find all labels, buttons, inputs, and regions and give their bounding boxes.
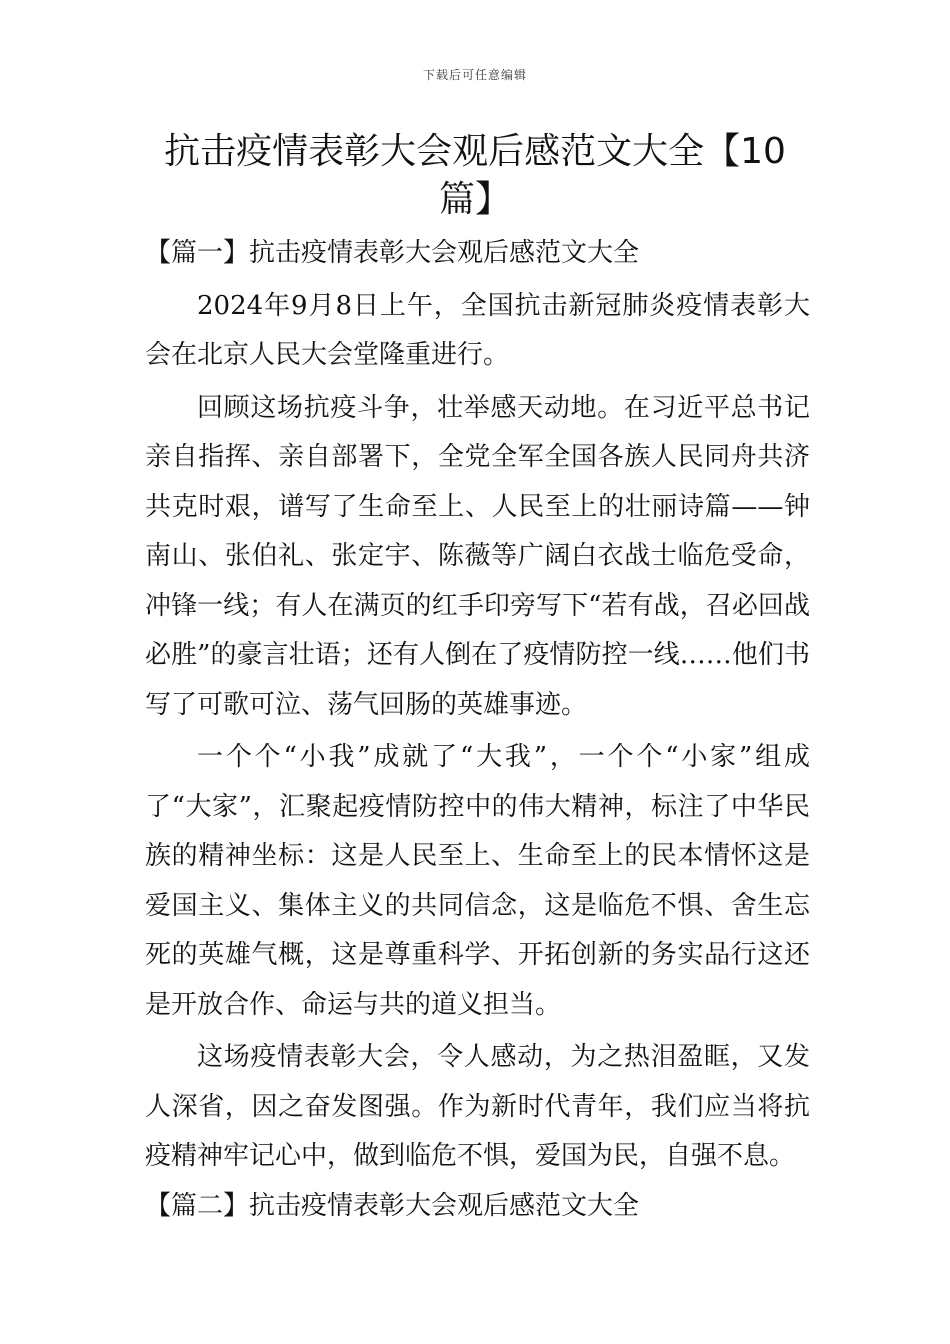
- header-note: 下载后可任意编辑: [422, 68, 527, 82]
- section-heading: 【篇一】抗击疫情表彰大会观后感范文大全: [145, 238, 640, 268]
- section-heading: 【篇二】抗击疫情表彰大会观后感范文大全: [145, 1190, 640, 1221]
- paragraph: 这场疫情表彰大会，令人感动，为之热泪盈眶，又发人深省，因之奋发图强。作为新时代青年，我们应当将抗疫精神牢记心中，做到临危不惧，爱国为民，自强不息。: [145, 1042, 810, 1171]
- paragraph: 回顾这场抗疫斗争，壮举感天动地。在习近平总书记亲自指挥、亲自部署下，全党全军全国各族人民同舟共济共克时艰，谱写了生命至上、人民至上的壮丽诗篇——钟南山、张伯礼、张定宇、陈薇等广阔白衣战士临危受命，冲锋一线；有人在满页的红手印旁写下“若有战，召必回战必胜”的豪言壮语；还有人倒在了疫情防控一线……他们书写了可歌可泣、荡气回肠的英雄事迹。: [145, 392, 810, 720]
- document-title: 抗击疫情表彰大会观后感范文大全【10篇】: [164, 131, 786, 220]
- document-body: [145, 229, 810, 1231]
- paragraph: 一个个“小我”成就了“大我”，一个个“小家”组成了“大家”，汇聚起疫情防控中的伟大精神，标注了中华民族的精神坐标：这是人民至上、生命至上的民本情怀这是爱国主义、集体主义的共同信念，这是临危不惧、舍生忘死的英雄气概，这是尊重科学、开拓创新的务实品行这还是开放合作、命运与共的道义担当。: [145, 742, 810, 1020]
- paragraph: 2024年9月8日上午，全国抗击新冠肺炎疫情表彰大会在北京人民大会堂隆重进行。: [145, 290, 810, 370]
